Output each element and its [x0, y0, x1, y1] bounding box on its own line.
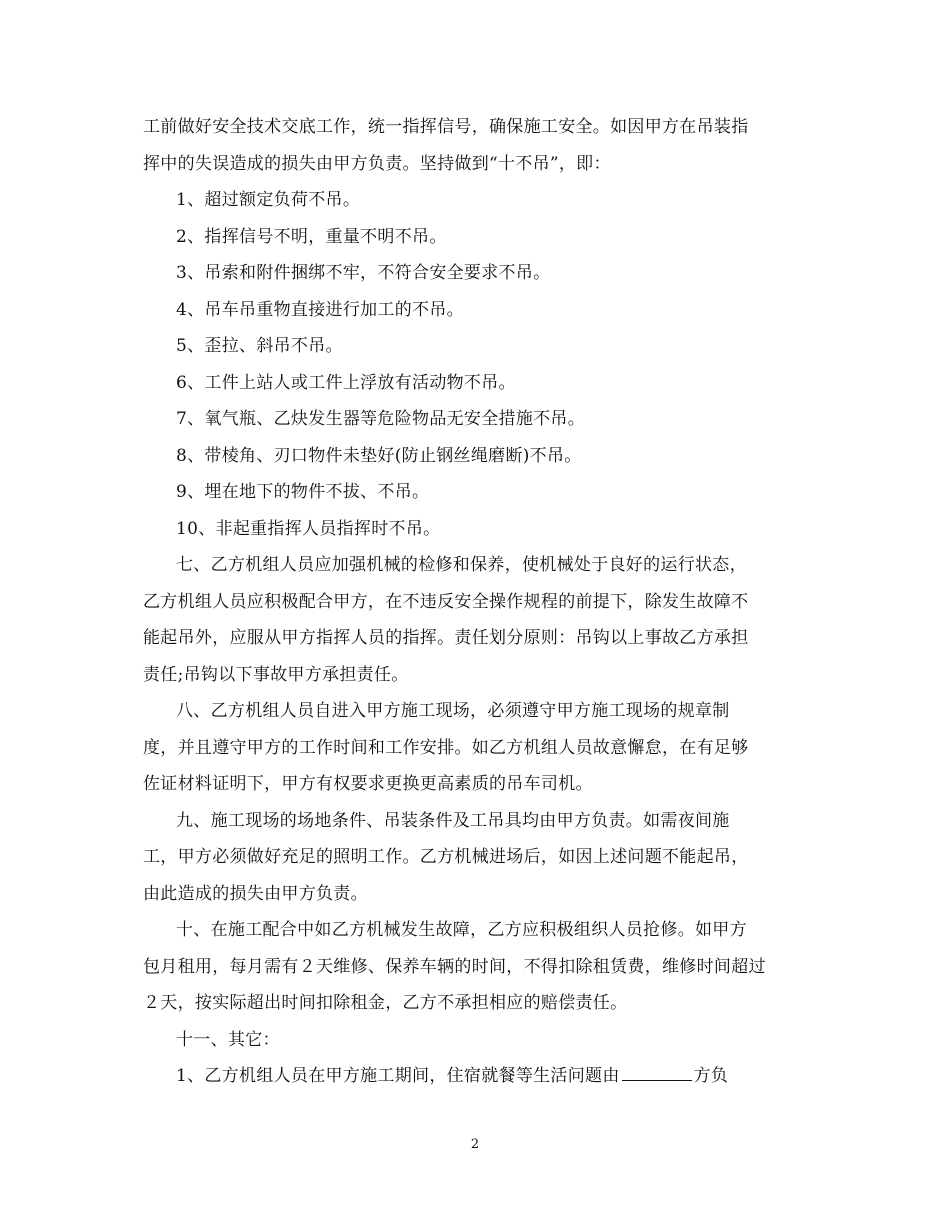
list-item-text-tail: 方负	[693, 1066, 729, 1086]
section-eleven-heading: 十一、其它：	[176, 1029, 280, 1050]
list-item: 1、超过额定负荷不吊。	[176, 190, 361, 210]
paragraph-line: 工，甲方必须做好充足的照明工作。乙方机械进场后，如因上述问题不能起吊，	[143, 847, 749, 867]
list-item: 5、歪拉、斜吊不吊。	[176, 336, 343, 356]
paragraph-line: 能起吊外，应服从甲方指挥人员的指挥。责任划分原则：吊钩以上事故乙方承担	[143, 628, 749, 648]
paragraph-line: 工前做好安全技术交底工作，统一指挥信号，确保施工安全。如因甲方在吊装指	[143, 117, 749, 137]
section-ten-line: 十、在施工配合中如乙方机械发生故障，乙方应积极组织人员抢修。如甲方	[176, 920, 747, 940]
paragraph-line: 包月租用，每月需有２天维修、保养车辆的时间，不得扣除租赁费，维修时间超过	[143, 956, 766, 977]
list-item: 10、非起重指挥人员指挥时不吊。	[176, 518, 441, 539]
list-item: 9、埋在地下的物件不拔、不吊。	[176, 482, 430, 502]
section-seven-line: 七、乙方机组人员应加强机械的检修和保养，使机械处于良好的运行状态，	[176, 555, 747, 575]
list-item: 8、带棱角、刃口物件未垫好(防止钢丝绳磨断)不吊。	[176, 445, 582, 466]
list-item-text: 1、乙方机组人员在甲方施工期间，住宿就餐等生活问题由	[176, 1066, 620, 1086]
fill-in-blank	[622, 1063, 692, 1081]
list-item-with-blank	[143, 1058, 815, 1095]
list-item: 7、氧气瓶、乙炔发生器等危险物品无安全措施不吊。	[176, 409, 586, 429]
list-item: 3、吊索和附件捆绑不牢，不符合安全要求不吊。	[176, 263, 551, 283]
paragraph-line: 乙方机组人员应积极配合甲方，在不违反安全操作规程的前提下，除发生故障不	[143, 591, 749, 612]
section-nine-line: 九、施工现场的场地条件、吊装条件及工吊具均由甲方负责。如需夜间施	[176, 810, 730, 831]
paragraph-line: 挥中的失误造成的损失由甲方负责。坚持做到“十不吊”，即：	[143, 153, 611, 174]
section-eight-line: 八、乙方机组人员自进入甲方施工现场，必须遵守甲方施工现场的规章制	[176, 701, 730, 721]
paragraph-line: 度，并且遵守甲方的工作时间和工作安排。如乙方机组人员故意懈怠，在有足够	[143, 737, 749, 758]
list-item: 2、指挥信号不明，重量不明不吊。	[176, 226, 447, 247]
paragraph-line: 责任;吊钩以下事故甲方承担责任。	[143, 664, 409, 685]
list-item: 4、吊车吊重物直接进行加工的不吊。	[176, 299, 464, 320]
paragraph-line: 佐证材料证明下，甲方有权要求更换更高素质的吊车司机。	[143, 774, 593, 794]
paragraph-line: ２天，按实际超出时间扣除租金，乙方不承担相应的赔偿责任。	[143, 993, 628, 1013]
page-number: 2	[470, 1137, 480, 1152]
paragraph-line: 由此造成的损失由甲方负责。	[143, 883, 368, 904]
document-body	[143, 109, 815, 1095]
list-item: 6、工件上站人或工件上浮放有活动物不吊。	[176, 372, 516, 393]
